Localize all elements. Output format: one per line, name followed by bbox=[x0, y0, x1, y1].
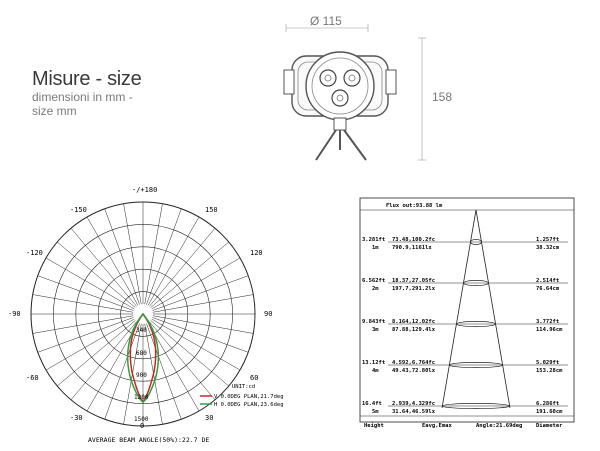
unit-label: UNIT:cd bbox=[232, 384, 256, 390]
tripod-leg bbox=[316, 130, 336, 160]
row-diameter-ft: 5.029ft bbox=[536, 360, 560, 366]
polar-spoke bbox=[57, 320, 135, 386]
page-title: Misure - size bbox=[32, 68, 142, 90]
radial-label: 1200 bbox=[134, 394, 149, 401]
angle-label: 60 bbox=[250, 374, 259, 382]
row-illuminance-fc: 18.37,27.05fc bbox=[392, 278, 436, 284]
row-distance-m: 3m bbox=[372, 327, 379, 333]
polar-spoke bbox=[153, 295, 253, 313]
row-diameter-cm: 114.96cm bbox=[536, 327, 563, 333]
row-distance-m: 4m bbox=[372, 368, 379, 374]
row-illuminance-fc: 73.48,100.2fc bbox=[392, 237, 436, 243]
row-distance-ft: 6.562ft bbox=[362, 278, 386, 284]
row-diameter-cm: 76.64cm bbox=[536, 286, 560, 292]
cone-edge-left bbox=[442, 210, 476, 408]
row-distance-ft: 13.12ft bbox=[362, 360, 386, 366]
row-illuminance-lx: 790.9,1161lx bbox=[392, 245, 432, 251]
angle-label: 150 bbox=[205, 206, 218, 214]
legend-label-h: H 0.0DEG PLAN,23.6deg bbox=[214, 402, 284, 408]
legend-label-v: V 0.0DEG PLAN,21.7deg bbox=[214, 394, 284, 400]
lamp-mount bbox=[334, 118, 346, 130]
polar-spoke bbox=[71, 228, 137, 306]
radial-label: 340 bbox=[136, 327, 147, 334]
row-distance-ft: 9.843ft bbox=[362, 319, 386, 325]
row-diameter-ft: 1.257ft bbox=[536, 237, 560, 243]
row-distance-m: 1m bbox=[372, 245, 379, 251]
footer-eavg: Eavg,Emax bbox=[422, 423, 452, 429]
polar-spoke bbox=[71, 322, 137, 400]
polar-spoke bbox=[124, 204, 142, 304]
footer-angle: Angle:21.69deg bbox=[476, 423, 523, 429]
row-diameter-ft: 6.286ft bbox=[536, 401, 560, 407]
row-illuminance-fc: 8.164,12.02fc bbox=[392, 319, 436, 325]
polar-spoke bbox=[149, 228, 215, 306]
polar-spoke bbox=[153, 316, 253, 334]
cone-edge-right bbox=[476, 210, 510, 408]
average-beam-angle: AVERAGE BEAM ANGLE(50%):22.7 DE bbox=[88, 436, 210, 444]
footer-diameter: Diameter bbox=[536, 423, 563, 429]
row-distance-m: 2m bbox=[372, 286, 379, 292]
angle-label: -30 bbox=[70, 414, 83, 422]
row-diameter-ft: 2.514ft bbox=[536, 278, 560, 284]
footer-height: Height bbox=[364, 423, 384, 429]
polar-spoke bbox=[33, 316, 133, 334]
angle-label: 0 bbox=[140, 422, 145, 430]
polar-spoke bbox=[57, 242, 135, 308]
row-illuminance-lx: 49.43,72.80lx bbox=[392, 368, 436, 374]
angle-label: 30 bbox=[205, 414, 214, 422]
height-label: 158 bbox=[432, 90, 453, 104]
cone-diagram bbox=[358, 196, 578, 436]
angle-label: -60 bbox=[26, 374, 39, 382]
angle-label: -150 bbox=[70, 206, 87, 214]
angle-label: -120 bbox=[26, 249, 43, 257]
radial-label: 900 bbox=[136, 372, 147, 379]
subtitle-line-2: size mm bbox=[32, 104, 77, 118]
row-diameter-cm: 191.60cm bbox=[536, 409, 563, 415]
angle-label-180: -/+180 bbox=[132, 186, 158, 194]
polar-spoke bbox=[151, 242, 229, 308]
angle-label: 120 bbox=[250, 249, 263, 257]
row-illuminance-fc: 4.592,6.764fc bbox=[392, 360, 436, 366]
row-diameter-cm: 38.32cm bbox=[536, 245, 560, 251]
product-drawing bbox=[270, 0, 460, 172]
subtitle-line-1: dimensioni in mm - bbox=[32, 90, 133, 104]
polar-spoke bbox=[33, 295, 133, 313]
row-distance-ft: 3.281ft bbox=[362, 237, 386, 243]
cone-frame bbox=[360, 198, 574, 422]
tripod-leg bbox=[344, 130, 366, 160]
diameter-label: Ø 115 bbox=[310, 14, 342, 28]
polar-spoke bbox=[151, 320, 229, 386]
row-distance-m: 5m bbox=[372, 409, 379, 415]
row-diameter-cm: 153.28cm bbox=[536, 368, 563, 374]
radial-label: 680 bbox=[136, 350, 147, 357]
flux-output: Flux out:93.88 lm bbox=[386, 203, 443, 209]
angle-label: -90 bbox=[8, 310, 21, 318]
row-diameter-ft: 3.772ft bbox=[536, 319, 560, 325]
polar-spoke bbox=[149, 322, 215, 400]
row-distance-ft: 16.4ft bbox=[362, 401, 382, 407]
cone-rows bbox=[362, 237, 568, 415]
polar-spoke bbox=[145, 204, 163, 304]
angle-label: 90 bbox=[264, 310, 273, 318]
lamp-front bbox=[306, 52, 374, 120]
row-illuminance-lx: 87.88,129.4lx bbox=[392, 327, 436, 333]
row-illuminance-lx: 197.7,291.2lx bbox=[392, 286, 436, 292]
polar-diagram bbox=[0, 180, 290, 451]
row-illuminance-lx: 31.64,46.59lx bbox=[392, 409, 436, 415]
row-illuminance-fc: 2.939,4.329fc bbox=[392, 401, 436, 407]
radial-label: 1500 bbox=[134, 416, 149, 423]
